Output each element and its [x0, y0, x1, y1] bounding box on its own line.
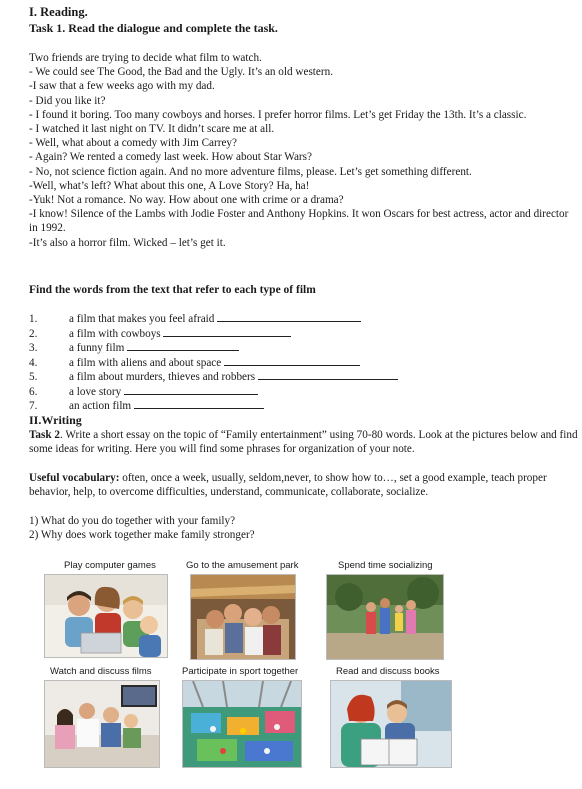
- list-item: [29, 340, 239, 354]
- dialogue-line: - Did you like it?: [29, 94, 106, 107]
- item-text: a film with cowboys: [69, 327, 161, 340]
- answer-blank[interactable]: [224, 355, 360, 366]
- list-item: [29, 369, 398, 383]
- dialogue-line: - Well, what about a comedy with Jim Carrey?: [29, 137, 237, 150]
- task2-label: Task 2: [29, 429, 60, 441]
- dialogue-text: [29, 51, 579, 250]
- dialogue-line: -It’s also a horror film. Wicked – let’s get it.: [29, 236, 226, 249]
- photo-sport: [182, 680, 302, 768]
- questions: [29, 514, 255, 542]
- answer-blank[interactable]: [217, 311, 361, 322]
- item-text: an action film: [69, 400, 132, 412]
- item-number: 3.: [29, 342, 38, 354]
- caption-amusement-park: Go to the amusement park: [186, 560, 299, 571]
- item-text: a funny film: [69, 342, 125, 354]
- list-item: [29, 384, 258, 398]
- item-text: a love story: [69, 385, 122, 398]
- photo-amusement-park: [190, 574, 296, 660]
- answer-blank[interactable]: [258, 369, 398, 380]
- caption-books: Read and discuss books: [336, 666, 440, 677]
- dialogue-line: -Yuk! Not a romance. No way. How about one with crime or a drama?: [29, 194, 344, 207]
- vocab-text: often, once a week, usually, seldom,never, to show how to…, set a good example, teach proper behavior, help, to overcome difficulties, understand, communicate, collaborate, socialize.: [29, 472, 547, 499]
- task2-text: . Write a short essay on the topic of “Family entertainment” using 70-80 words. Look at the pictures below and find some ideas for writing. Here you will find some phrases for organization of your note.: [29, 429, 578, 456]
- dialogue-line: - I found it boring. Too many cowboys and horses. I prefer horror films. Let’s get Friday the 13th. It’s a classic.: [29, 108, 527, 121]
- dialogue-line: - I watched it last night on TV. It didn’t scare me at all.: [29, 123, 275, 136]
- item-number: 2.: [29, 327, 38, 340]
- answer-blank[interactable]: [134, 398, 264, 409]
- caption-socializing: Spend time socializing: [338, 560, 433, 571]
- photo-films: [44, 680, 160, 768]
- list-item: [29, 311, 361, 325]
- item-number: 7.: [29, 400, 38, 412]
- item-text: a film with aliens and about space: [69, 356, 222, 369]
- photo-computer-games: [44, 574, 168, 658]
- dialogue-line: Two friends are trying to decide what film to watch.: [29, 52, 262, 64]
- question-2: 2) Why does work together make family stronger?: [29, 529, 255, 542]
- list-item: [29, 326, 291, 340]
- item-number: 5.: [29, 371, 38, 383]
- dialogue-line: - No, not science fiction again. And no more adventure films, please. Let’s get something different.: [29, 165, 472, 178]
- dialogue-line: -Well, what’s left? What about this one, A Love Story? Ha, ha!: [29, 179, 310, 192]
- item-number: 1.: [29, 313, 38, 325]
- find-words-heading: Find the words from the text that refer to each type of film: [29, 284, 316, 296]
- task1-heading: Task 1. Read the dialogue and complete the task.: [29, 21, 278, 35]
- item-number: 6.: [29, 385, 38, 398]
- dialogue-line: -I know! Silence of the Lambs with Jodie Foster and Anthony Hopkins. It won Oscars for best actress, actor and director in 1992.: [29, 208, 569, 235]
- dialogue-line: - We could see The Good, the Bad and the Ugly. It’s an old western.: [29, 66, 333, 79]
- list-item: [29, 398, 264, 412]
- caption-computer-games: Play computer games: [64, 560, 156, 571]
- question-1: 1) What do you do together with your family?: [29, 515, 236, 527]
- dialogue-line: -I saw that a few weeks ago with my dad.: [29, 80, 215, 93]
- reading-heading: I. Reading.: [29, 5, 88, 19]
- task2-paragraph: [29, 428, 579, 456]
- answer-blank[interactable]: [127, 340, 239, 351]
- vocab-label: Useful vocabulary:: [29, 472, 120, 484]
- caption-films: Watch and discuss films: [50, 666, 152, 677]
- photo-books: [330, 680, 452, 768]
- photo-socializing: [326, 574, 444, 660]
- item-number: 4.: [29, 356, 38, 369]
- answer-blank[interactable]: [124, 384, 258, 395]
- writing-heading: II.Writing: [29, 413, 82, 427]
- answer-blank[interactable]: [163, 326, 291, 337]
- dialogue-line: - Again? We rented a comedy last week. How about Star Wars?: [29, 151, 312, 164]
- vocabulary-paragraph: [29, 471, 579, 499]
- item-text: a film that makes you feel afraid: [69, 313, 215, 325]
- list-item: [29, 355, 360, 369]
- item-text: a film about murders, thieves and robbers: [69, 371, 256, 383]
- caption-sport: Participate in sport together: [182, 666, 299, 677]
